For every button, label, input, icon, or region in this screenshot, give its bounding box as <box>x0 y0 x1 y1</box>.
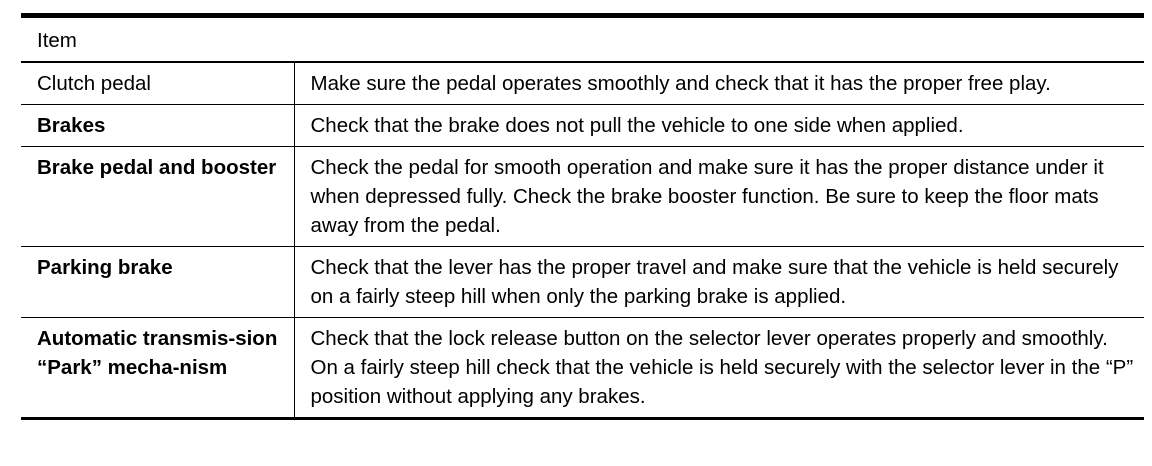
item-cell: Clutch pedal <box>21 62 294 105</box>
description-cell: Check that the lever has the proper travel and make sure that the vehicle is held securely on a fairly steep hill when only the parking brake is applied. <box>294 247 1144 318</box>
description-cell: Check that the brake does not pull the vehicle to one side when applied. <box>294 105 1144 147</box>
table-head <box>21 16 1144 63</box>
item-cell: Automatic transmis-sion “Park” mecha-nism <box>21 318 294 419</box>
table-row <box>21 147 1144 247</box>
item-cell: Brake pedal and booster <box>21 147 294 247</box>
description-cell: Make sure the pedal operates smoothly and check that it has the proper free play. <box>310 72 1051 95</box>
description-cell: Check the pedal for smooth operation and make sure it has the proper distance under it when depressed fully. Check the brake booster function. Be sure to keep the floor mats away from the pedal. <box>294 147 1144 247</box>
table-row <box>21 105 1144 147</box>
table-row <box>21 62 1144 105</box>
inspection-table <box>21 13 1144 420</box>
table-row <box>21 247 1144 318</box>
column-header-item: Item <box>21 16 1144 63</box>
item-cell: Brakes <box>21 105 294 147</box>
table-row <box>21 318 1144 419</box>
description-cell: Check that the lock release button on the selector lever operates properly and smoothly. On a fairly steep hill check that the vehicle is held securely with the selector lever in the “P” position without applying any brakes. <box>294 318 1144 419</box>
item-cell: Parking brake <box>21 247 294 318</box>
table-body <box>21 62 1144 419</box>
header-row <box>21 16 1144 63</box>
